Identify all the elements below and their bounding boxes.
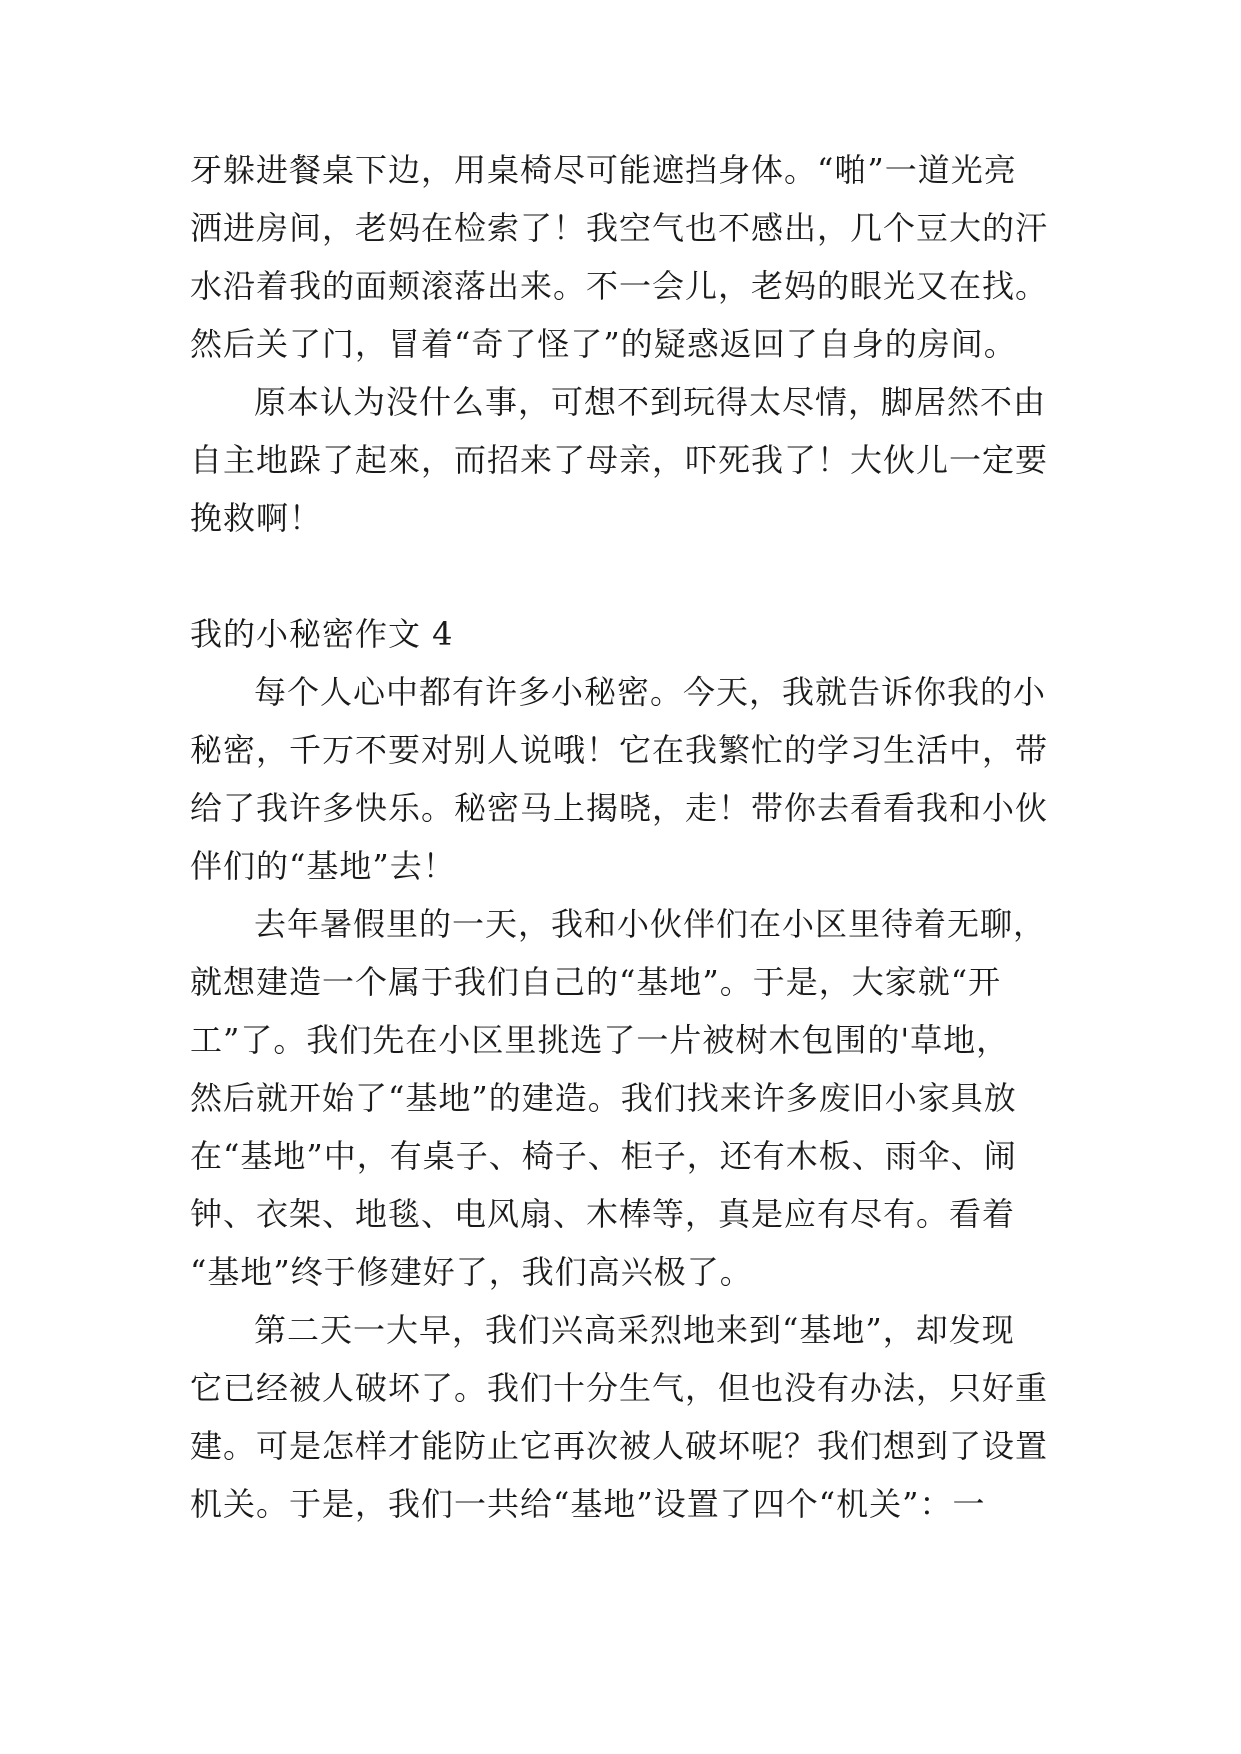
text-line: “基地”终于修建好了，我们高兴极了。 [190, 1253, 753, 1291]
text-line: 给了我许多快乐。秘密马上揭晓，走！带你去看看我和小伙 [190, 789, 1049, 827]
text-line: 它已经被人破坏了。我们十分生气，但也没有办法，只好重 [190, 1369, 1049, 1407]
text-line: 洒进房间，老妈在检索了！我空气也不感出，几个豆大的汗 [190, 209, 1049, 247]
text-line: 秘密，千万不要对别人说哦！它在我繁忙的学习生活中，带 [190, 731, 1049, 769]
text-line: 然后关了门，冒着“奇了怪了”的疑惑返回了自身的房间。 [190, 325, 1017, 363]
text-line: 伴们的“基地”去！ [190, 847, 456, 885]
text-line: 自主地跺了起來，而招来了母亲，吓死我了！大伙儿一定要 [190, 441, 1049, 479]
text-line: 然后就开始了“基地”的建造。我们找来许多废旧小家具放 [190, 1079, 1017, 1117]
text-line: 牙躲进餐桌下边，用桌椅尽可能遮挡身体。“啪”一道光亮 [190, 151, 1017, 189]
text-line: 建。可是怎样才能防止它再次被人破坏呢？我们想到了设置 [190, 1427, 1049, 1465]
text-line: 去年暑假里的一天，我和小伙伴们在小区里待着无聊， [254, 905, 1047, 943]
text-line: 每个人心中都有许多小秘密。今天，我就告诉你我的小 [254, 673, 1047, 711]
text-line: 钟、衣架、地毯、电风扇、木棒等，真是应有尽有。看着 [190, 1195, 1016, 1233]
text-line: 水沿着我的面颊滚落出来。不一会儿，老妈的眼光又在找。 [190, 267, 1049, 305]
text-line: 机关。于是，我们一共给“基地”设置了四个“机关”：一 [190, 1485, 986, 1523]
text-line: 工”了。我们先在小区里挑选了一片被树木包围的'草地， [190, 1021, 1010, 1059]
text-line: 挽救啊！ [190, 499, 323, 537]
text-line: 就想建造一个属于我们自己的“基地”。于是，大家就“开 [190, 963, 1002, 1001]
text-line: 在“基地”中，有桌子、椅子、柜子，还有木板、雨伞、闹 [190, 1137, 1017, 1175]
text-line: 第二天一大早，我们兴高采烈地来到“基地”，却发现 [254, 1311, 1015, 1349]
text-line: 原本认为没什么事，可想不到玩得太尽情，脚居然不由 [254, 383, 1047, 421]
section-title: 我的小秘密作文 4 [190, 615, 454, 653]
